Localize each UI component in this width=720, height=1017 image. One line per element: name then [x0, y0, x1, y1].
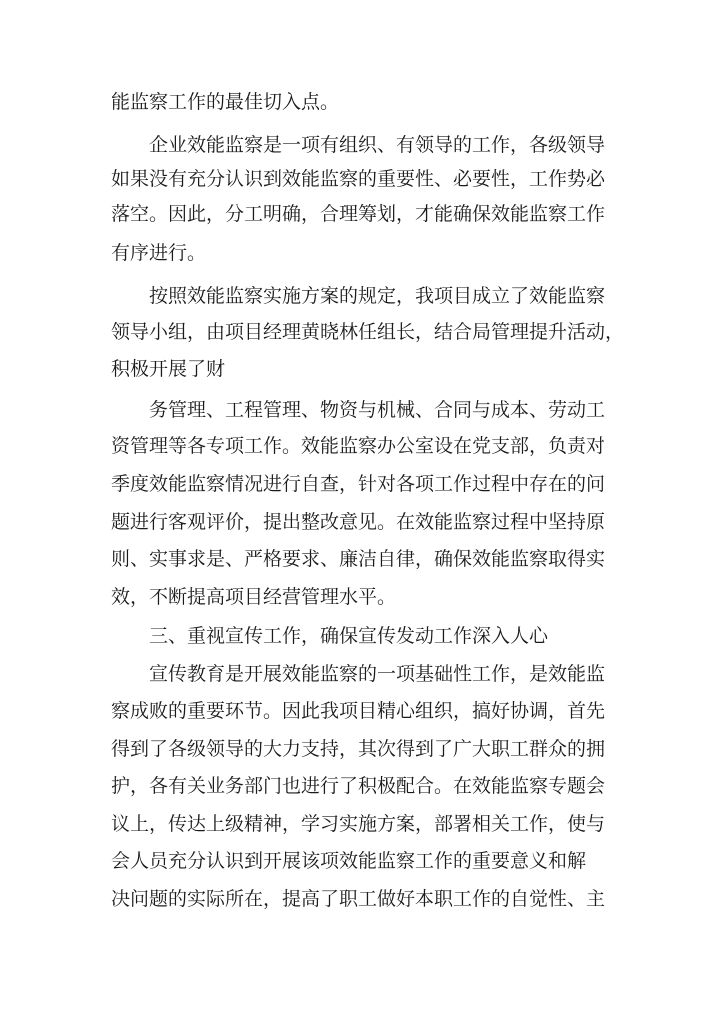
- text-line: 则、实事求是、严格要求、廉洁自律，确保效能监察取得实: [111, 548, 606, 570]
- text-line: 决问题的实际所在，提高了职工做好本职工作的自觉性、主: [111, 888, 606, 910]
- text-line: 积极开展了财: [111, 358, 226, 380]
- text-line: 落空。因此，分工明确，合理筹划，才能确保效能监察工作: [111, 203, 606, 225]
- text-line: 议上，传达上级精神，学习实施方案，部署相关工作，使与: [111, 813, 606, 835]
- text-line: 护，各有关业务部门也进行了积极配合。在效能监察专题会: [111, 775, 606, 797]
- text-line: 题进行客观评价，提出整改意见。在效能监察过程中坚持原: [111, 511, 606, 533]
- text-line: 能监察工作的最佳切入点。: [111, 91, 340, 113]
- text-line: 有序进行。: [111, 242, 207, 264]
- text-line: 务管理、工程管理、物资与机械、合同与成本、劳动工: [149, 399, 606, 421]
- section-heading: 三、重视宣传工作，确保宣传发动工作深入人心: [149, 625, 549, 647]
- text-line: 察成败的重要环节。因此我项目精心组织，搞好协调，首先: [111, 700, 606, 722]
- text-line: 资管理等各专项工作。效能监察办公室设在党支部，负责对: [111, 435, 606, 457]
- text-line: 得到了各级领导的大力支持，其次得到了广大职工群众的拥: [111, 738, 606, 760]
- text-line: 企业效能监察是一项有组织、有领导的工作，各级领导: [149, 134, 606, 156]
- text-line: 如果没有充分认识到效能监察的重要性、必要性，工作势必: [111, 168, 606, 190]
- text-line: 会人员充分认识到开展该项效能监察工作的重要意义和解: [111, 850, 587, 872]
- text-line: 效，不断提高项目经营管理水平。: [111, 586, 397, 608]
- text-line: 领导小组，由项目经理黄晓林任组长，结合局管理提升活动，: [111, 321, 625, 343]
- text-line: 宣传教育是开展效能监察的一项基础性工作，是效能监: [149, 663, 606, 685]
- text-line: 季度效能监察情况进行自查，针对各项工作过程中存在的问: [111, 473, 606, 495]
- text-line: 按照效能监察实施方案的规定，我项目成立了效能监察: [149, 285, 606, 307]
